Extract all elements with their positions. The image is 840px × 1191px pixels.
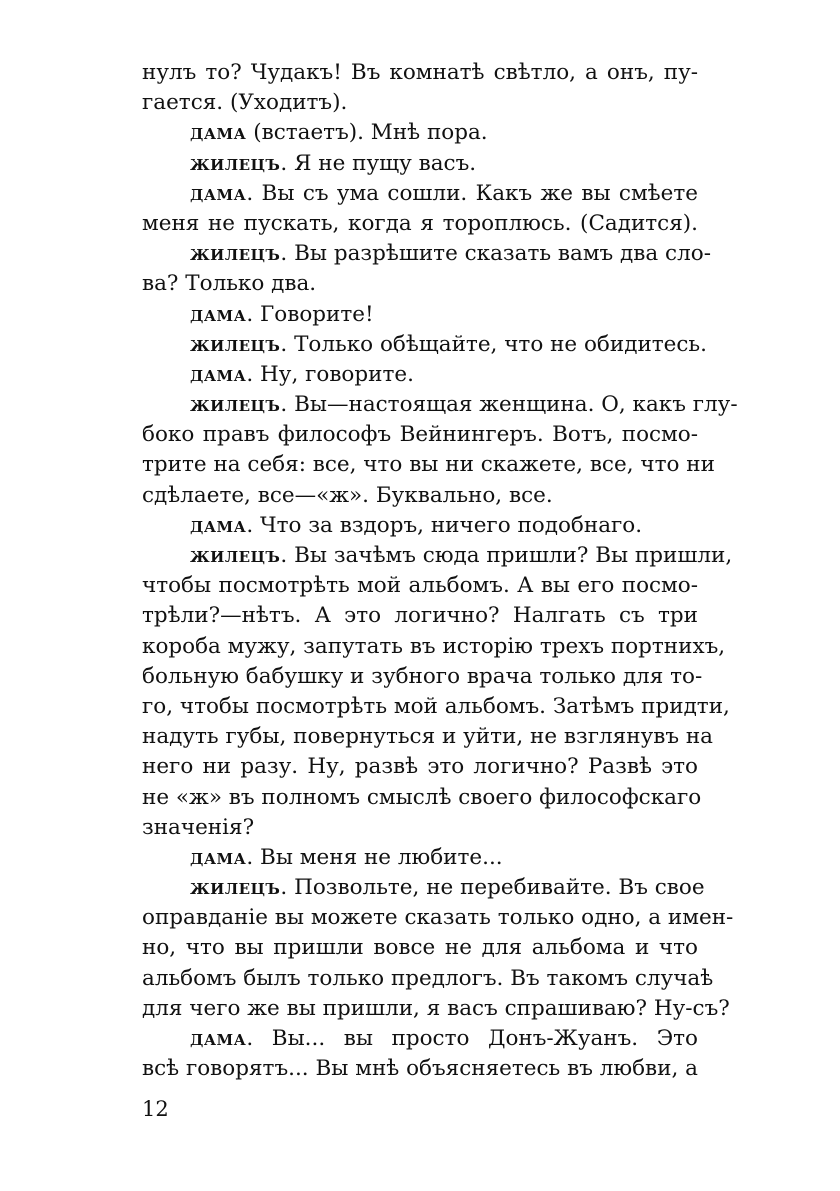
line-text: . Позвольте, не перебивайте. Въ свое bbox=[280, 875, 705, 901]
text-line bbox=[142, 601, 698, 631]
line-text: . Что за вздоръ, ничего подобнаго. bbox=[246, 512, 643, 538]
line-text: значенія? bbox=[142, 814, 255, 840]
speaker-name: ЖИЛЕЦЪ bbox=[190, 246, 281, 265]
line-text: для чего же вы пришли, я васъ спрашиваю? Ну-съ? bbox=[142, 995, 730, 1021]
text-line bbox=[142, 541, 733, 571]
speaker-name: ДАМА bbox=[190, 306, 247, 325]
line-text: . Вы... вы просто Донъ-Жуанъ. Это bbox=[246, 1026, 698, 1051]
line-text: трѣли?—нѣтъ. А это логично? Налгать съ три bbox=[142, 603, 698, 629]
speaker-name: ДАМА bbox=[190, 849, 247, 868]
line-text: . Говорите! bbox=[246, 301, 374, 327]
line-text: . Ну, говорите. bbox=[246, 361, 414, 387]
speaker-name: ДАМА bbox=[190, 366, 247, 385]
speaker-name: ДАМА bbox=[190, 185, 247, 204]
line-text: боко правъ философъ Вейнингеръ. Вотъ, посмо- bbox=[142, 422, 698, 448]
line-text: короба мужу, запутать въ исторію трехъ портнихъ, bbox=[142, 633, 726, 659]
line-text: . Вы зачѣмъ сюда пришли? Вы пришли, bbox=[280, 543, 733, 568]
speaker-name: ЖИЛЕЦЪ bbox=[190, 155, 281, 174]
line-text: . Вы—настоящая женщина. О, какъ глу- bbox=[280, 392, 738, 418]
line-text: оправданіе вы можете сказать только одно, а имен- bbox=[142, 905, 734, 931]
line-text: чтобы посмотрѣть мой альбомъ. А вы его посмо- bbox=[142, 573, 698, 599]
line-text: альбомъ былъ только предлогъ. Въ такомъ случаѣ bbox=[142, 965, 714, 991]
text-line bbox=[142, 330, 707, 360]
text-line bbox=[142, 481, 698, 511]
text-line bbox=[142, 783, 702, 813]
text-line bbox=[142, 571, 698, 601]
text-line bbox=[142, 994, 730, 1024]
text-line bbox=[142, 752, 698, 782]
line-text: нулъ то? Чудакъ! Въ комнатѣ свѣтло, а онъ, пу- bbox=[142, 60, 698, 85]
line-text: него ни разу. Ну, развѣ это логично? Развѣ это bbox=[142, 754, 698, 780]
text-line bbox=[142, 873, 705, 903]
text-line bbox=[142, 209, 698, 239]
text-line bbox=[142, 1024, 698, 1054]
line-text: . Вы меня не любите... bbox=[246, 844, 503, 870]
line-text: больную бабушку и зубного врача только для то- bbox=[142, 663, 703, 689]
text-line bbox=[142, 933, 698, 963]
text-line bbox=[142, 964, 714, 994]
line-text: надуть губы, повернуться и уйти, не взглянувъ на bbox=[142, 724, 713, 750]
text-line bbox=[142, 450, 715, 480]
text-line bbox=[142, 1054, 698, 1084]
speaker-name: ЖИЛЕЦЪ bbox=[190, 397, 281, 416]
text-line bbox=[142, 88, 698, 118]
text-line bbox=[142, 511, 698, 541]
page-number: 12 bbox=[142, 1097, 169, 1121]
text-line bbox=[142, 903, 734, 933]
text-line bbox=[142, 360, 698, 390]
text-line bbox=[142, 813, 698, 843]
line-text: ва? Только два. bbox=[142, 271, 317, 297]
line-text: меня не пускать, когда я тороплюсь. (Садится). bbox=[142, 210, 698, 236]
speaker-name: ЖИЛЕЦЪ bbox=[190, 548, 281, 566]
speaker-name: ЖИЛЕЦЪ bbox=[190, 336, 281, 355]
text-line bbox=[142, 722, 713, 752]
text-line bbox=[142, 179, 698, 209]
text-line bbox=[142, 269, 698, 299]
text-line bbox=[142, 420, 698, 450]
line-text: . Я не пущу васъ. bbox=[280, 150, 477, 176]
speaker-name: ДАМА bbox=[190, 517, 247, 536]
speaker-name: ДАМА bbox=[190, 1031, 247, 1049]
speaker-name: ЖИЛЕЦЪ bbox=[190, 880, 281, 899]
line-text: (встаетъ). Мнѣ пора. bbox=[246, 120, 488, 146]
text-line bbox=[142, 239, 711, 269]
text-line bbox=[142, 843, 698, 873]
text-line bbox=[142, 300, 698, 330]
line-text: сдѣлаете, все—«ж». Буквально, все. bbox=[142, 482, 553, 508]
text-line bbox=[142, 118, 698, 148]
line-text: всѣ говорятъ... Вы мнѣ объясняетесь въ любви, а bbox=[142, 1056, 698, 1082]
line-text: гается. (Уходитъ). bbox=[142, 90, 348, 116]
text-line bbox=[142, 662, 703, 692]
text-line bbox=[142, 149, 698, 179]
line-text: . Вы съ ума сошли. Какъ же вы смѣете bbox=[246, 180, 698, 206]
line-text: . Только обѣщайте, что не обидитесь. bbox=[280, 331, 707, 357]
line-text: . Вы разрѣшите сказать вамъ два сло- bbox=[280, 241, 711, 267]
line-text: не «ж» въ полномъ смыслѣ своего философскаго bbox=[142, 784, 702, 810]
line-text: трите на себя: все, что вы ни скажете, все, что ни bbox=[142, 452, 715, 478]
line-text: го, чтобы посмотрѣть мой альбомъ. Затѣмъ придти, bbox=[142, 693, 730, 719]
page-text-block bbox=[142, 58, 738, 1084]
speaker-name: ДАМА bbox=[190, 125, 247, 144]
text-line bbox=[142, 632, 726, 662]
text-line bbox=[142, 58, 698, 88]
text-line bbox=[142, 692, 730, 722]
line-text: но, что вы пришли вовсе не для альбома и что bbox=[142, 935, 698, 961]
text-line bbox=[142, 390, 738, 420]
